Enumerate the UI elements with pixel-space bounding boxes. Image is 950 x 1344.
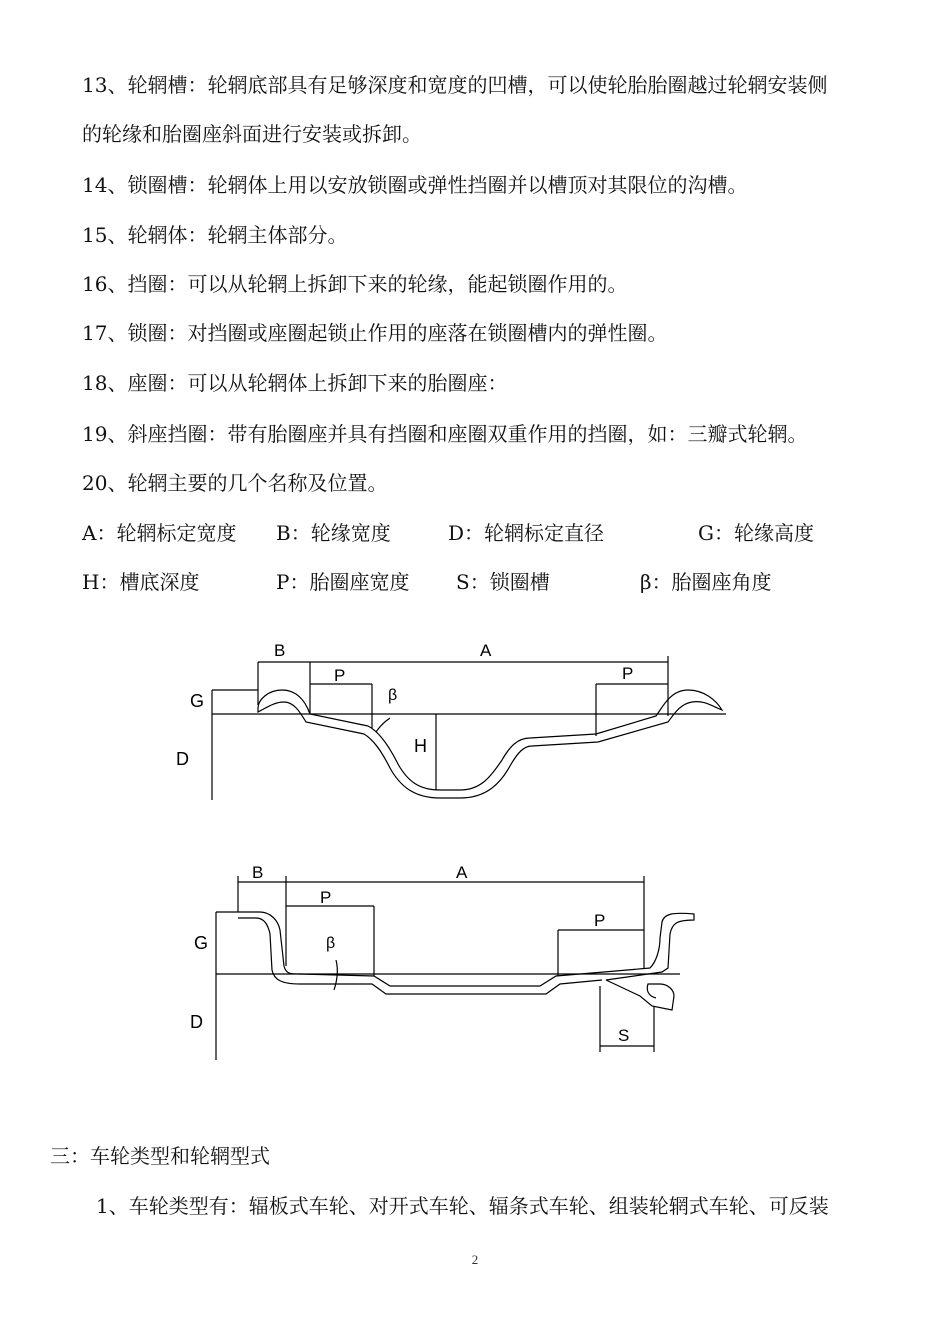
text-line-15: 15、轮辋体：轮辋主体部分。 bbox=[82, 223, 348, 247]
label-p-right-2: P bbox=[594, 911, 606, 930]
legend-b: B：轮缘宽度 bbox=[276, 521, 391, 545]
text-line-13a: 13、轮辋槽：轮辋底部具有足够深度和宽度的凹槽，可以使轮胎胎圈越过轮辋安装侧 bbox=[82, 73, 828, 97]
text-line-20: 20、轮辋主要的几个名称及位置。 bbox=[82, 471, 388, 495]
text-line-18: 18、座圈：可以从轮辋体上拆卸下来的胎圈座： bbox=[82, 371, 508, 395]
label-beta-2: β bbox=[326, 935, 336, 952]
legend-h: H：槽底深度 bbox=[82, 570, 200, 594]
label-b-2: B bbox=[252, 863, 264, 882]
label-g-2: G bbox=[194, 933, 209, 953]
text-line-19: 19、斜座挡圈：带有胎圈座并具有挡圈和座圈双重作用的挡圈，如：三瓣式轮辋。 bbox=[82, 422, 808, 446]
section-text-line-1: 1、车轮类型有：辐板式车轮、对开式车轮、辐条式车轮、组装轮辋式车轮、可反装 bbox=[96, 1194, 829, 1218]
legend-s: S：锁圈槽 bbox=[456, 570, 550, 594]
legend-d: D：轮辋标定直径 bbox=[448, 521, 605, 545]
text-line-14: 14、锁圈槽：轮辋体上用以安放锁圈或弹性挡圈并以槽顶对其限位的沟槽。 bbox=[82, 173, 748, 197]
legend-a: A：轮辋标定宽度 bbox=[82, 521, 237, 545]
label-a-2: A bbox=[456, 863, 468, 882]
label-h-1: H bbox=[414, 736, 427, 756]
label-beta-1: β bbox=[388, 687, 398, 704]
label-p-right-1: P bbox=[622, 664, 634, 683]
label-g-1: G bbox=[190, 691, 205, 711]
text-line-13b: 的轮缘和胎圈座斜面进行安装或拆卸。 bbox=[82, 122, 422, 146]
label-p-left-2: P bbox=[320, 888, 332, 907]
label-a-1: A bbox=[480, 641, 492, 660]
text-line-17: 17、锁圈：对挡圈或座圈起锁止作用的座落在锁圈槽内的弹性圈。 bbox=[82, 321, 668, 345]
label-d-2: D bbox=[190, 1012, 203, 1032]
label-d-1: D bbox=[176, 749, 189, 769]
legend-p: P：胎圈座宽度 bbox=[276, 570, 410, 594]
section-heading: 三：车轮类型和轮辋型式 bbox=[50, 1144, 270, 1168]
label-s-2: S bbox=[618, 1026, 630, 1045]
legend-beta: β：胎圈座角度 bbox=[640, 570, 772, 594]
label-b-1: B bbox=[274, 641, 286, 660]
page-number: 2 bbox=[471, 1252, 479, 1267]
legend-g: G：轮缘高度 bbox=[698, 521, 814, 545]
text-line-16: 16、挡圈：可以从轮辋上拆卸下来的轮缘，能起锁圈作用的。 bbox=[82, 272, 628, 296]
label-p-left-1: P bbox=[334, 666, 346, 685]
